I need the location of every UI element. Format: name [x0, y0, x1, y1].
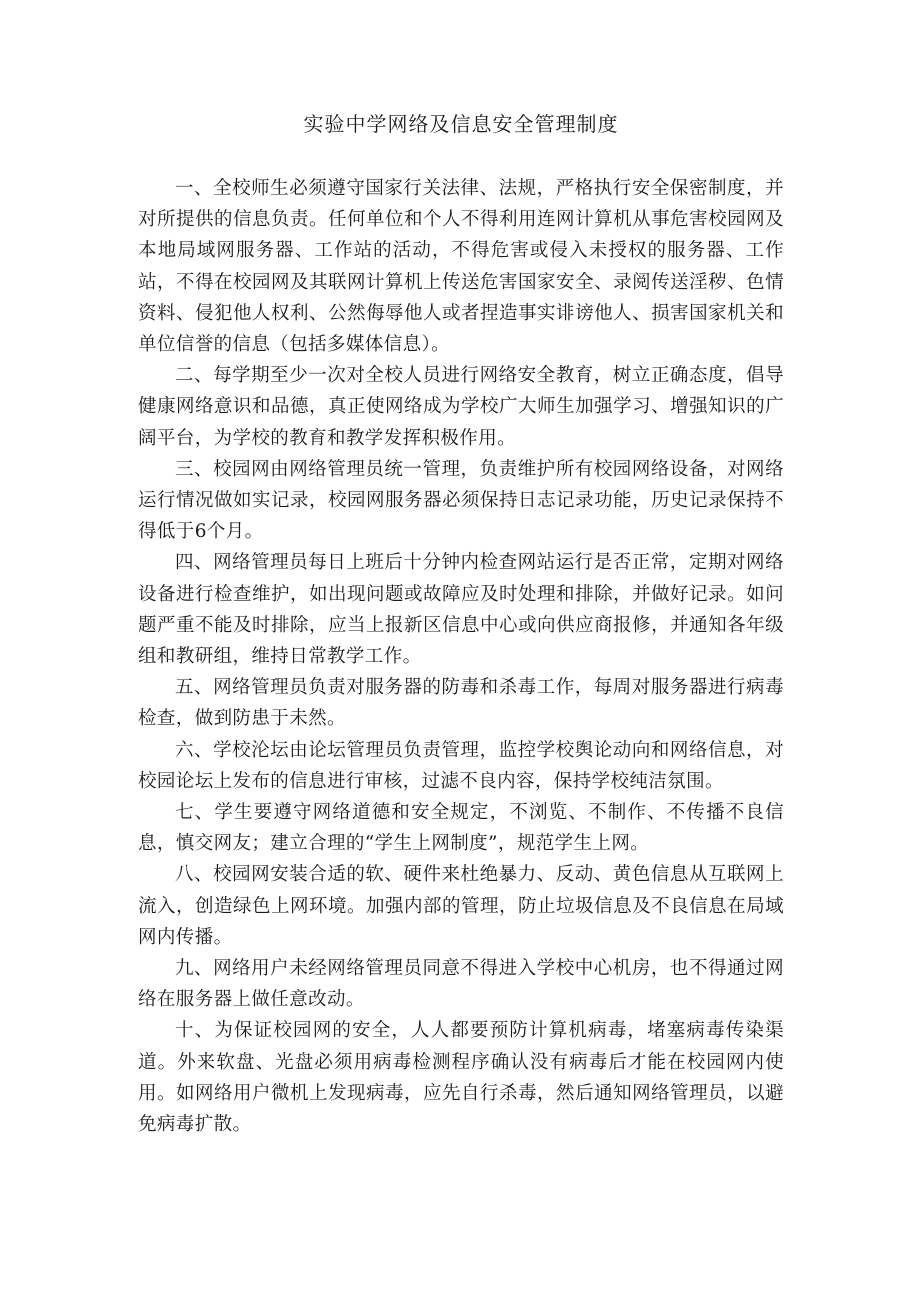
document-title: 实验中学网络及信息安全管理制度 [303, 112, 619, 136]
document-page [138, 108, 784, 1140]
paragraph-9: 九、网络用户未经网络管理员同意不得进入学校中心机房，也不得通过网络在服务器上做任意改动。 [138, 958, 784, 1011]
paragraph-7: 七、学生要遵守网络道德和安全规定，不浏览、不制作、不传播不良信息，慎交网友；建立合理的“学生上网制度”，规范学生上网。 [138, 802, 784, 855]
paragraph-8: 八、校园网安装合适的软、硬件来杜绝暴力、反动、黄色信息从互联网上流入，创造绿色上网环境。加强内部的管理，防止垃圾信息及不良信息在局域网内传播。 [138, 864, 784, 948]
paragraph-3: 三、校园网由网络管理员统一管理，负责维护所有校园网络设备，对网络运行情况做如实记录，校园网服务器必须保持日志记录功能，历史记录保持不得低于6个月。 [138, 458, 784, 543]
paragraph-6: 六、学校沦坛由论坛管理员负责管理，监控学校舆论动向和网络信息，对校园论坛上发布的信息进行审核，过滤不良内容，保持学校纯洁氛围。 [138, 739, 784, 792]
paragraph-10: 十、为保证校园网的安全，人人都要预防计算机病毒，堵塞病毒传染渠道。外来软盘、光盘必须用病毒检测程序确认没有病毒后才能在校园网内使用。如网络用户微机上发现病毒，应先自行杀毒，然后通知网络管理员，以避免病毒扩散。 [138, 1020, 784, 1136]
paragraph-4: 四、网络管理员每日上班后十分钟内检查网站运行是否正常，定期对网络设备进行检查维护，如出现问题或故障应及时处理和排除，并做好记录。如问题严重不能及时排除，应当上报新区信息中心或向供应商报修，并通知各年级组和教研组，维持日常教学工作。 [138, 552, 784, 668]
paragraph-2: 二、每学期至少一次对全校人员进行网络安全教育，树立正确态度，倡导健康网络意识和品德，真正使网络成为学校广大师生加强学习、增强知识的广阔平台，为学校的教育和教学发挥积极作用。 [138, 365, 784, 449]
paragraph-5: 五、网络管理员负责对服务器的防毒和杀毒工作，每周对服务器进行病毒检查，做到防患于未然。 [138, 677, 784, 730]
paragraph-1: 一、全校师生必须遵守国家行关法律、法规，严格执行安全保密制度，并对所提供的信息负责。任何单位和个人不得利用连网计算机从事危害校园网及本地局域网服务器、工作站的活动，不得危害或侵入未授权的服务器、工作站，不得在校园网及其联网计算机上传送危害国家安全、录阅传送淫秽、色情资料、侵犯他人权利、公然侮辱他人或者捏造事实诽谤他人、损害国家机关和单位信誉的信息（包括多媒体信息）。 [138, 178, 784, 356]
